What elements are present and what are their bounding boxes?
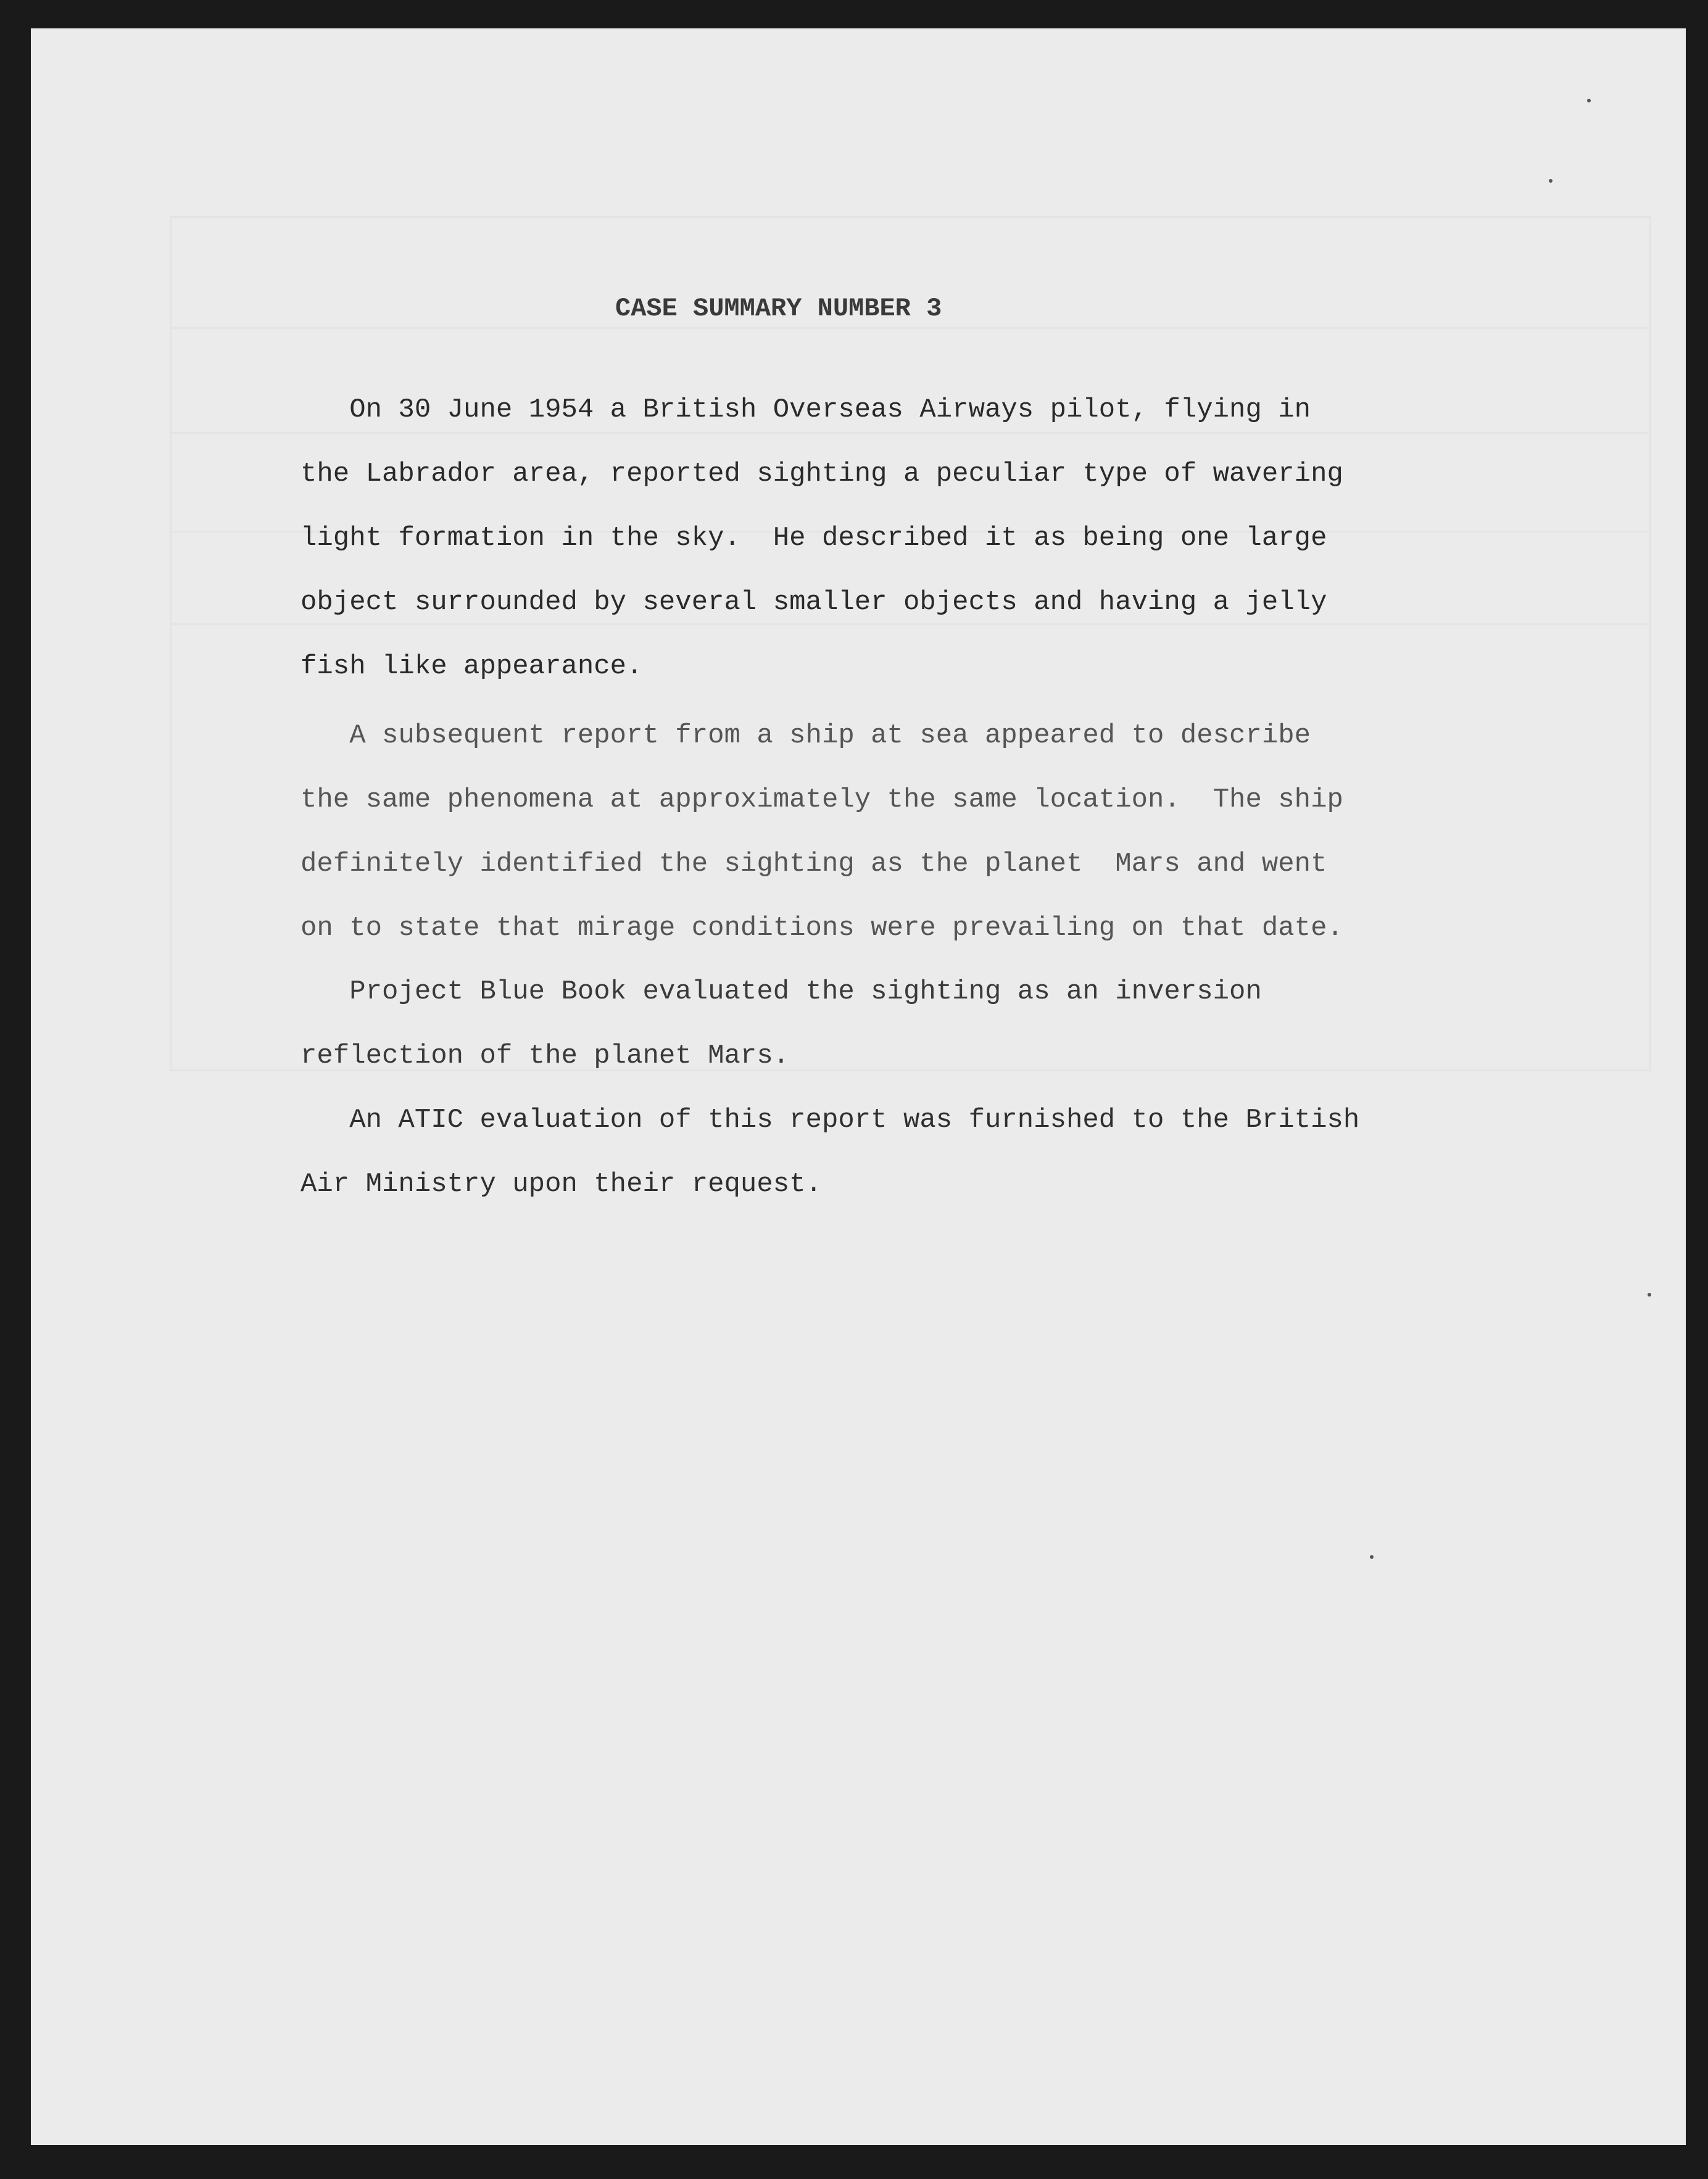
paragraph-evaluation: Project Blue Book evaluated the sighting as an inversion reflection of the planet Mars. bbox=[301, 976, 1262, 1071]
scan-speck bbox=[1648, 1293, 1651, 1297]
scan-speck bbox=[1549, 179, 1553, 183]
paragraph-sighting: On 30 June 1954 a British Overseas Airways pilot, flying in the Labrador area, reported sighting a peculiar type of wavering light formation in the sky. He described it as being one large object surrounded by several smaller objects and having a jelly fish like appearance. bbox=[301, 394, 1343, 682]
paragraph-ship-report: A subsequent report from a ship at sea appeared to describe the same phenomena at approximately the same location. The ship definitely identified the sighting as the planet Mars and went on to state that mirage conditions were prevailing on that date. bbox=[301, 720, 1343, 944]
case-summary-title: CASE SUMMARY NUMBER 3 bbox=[615, 294, 942, 323]
scan-speck bbox=[1587, 99, 1591, 102]
scan-speck bbox=[1370, 1555, 1374, 1559]
paragraph-atic: An ATIC evaluation of this report was furnished to the British Air Ministry upon their request. bbox=[301, 1105, 1360, 1200]
